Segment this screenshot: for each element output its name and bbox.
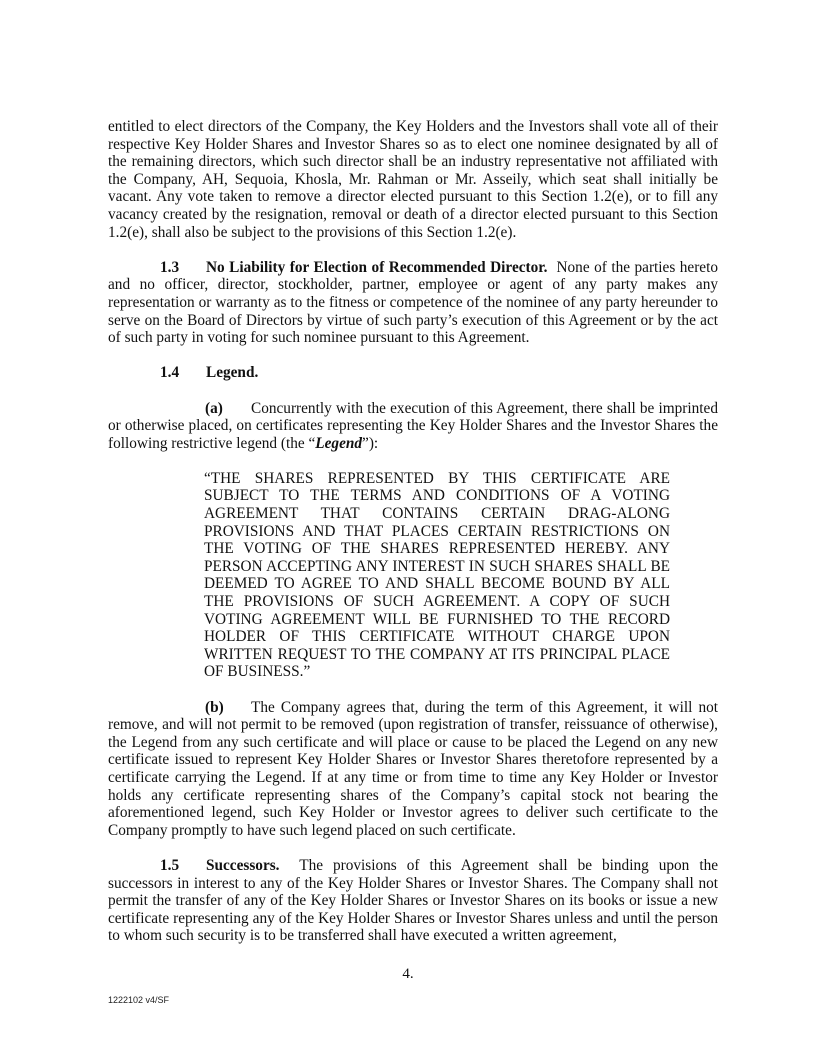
- restrictive-legend-text: “THE SHARES REPRESENTED BY THIS CERTIFICATE ARE SUBJECT TO THE TERMS AND CONDITIONS OF A VOTING AGREEMENT THAT CONTAINS CERTAIN DRAG-ALONG PROVISIONS AND THAT PLACES CERTAIN RESTRICTIONS ON THE VOTING OF THE SHARES REPRESENTED HEREBY. ANY PERSON ACCEPTING ANY INTEREST IN SUCH SHARES SHALL BE DEEMED TO AGREE TO AND SHALL BECOME BOUND BY ALL THE PROVISIONS OF SUCH AGREEMENT. A COPY OF SUCH VOTING AGREEMENT WILL BE FURNISHED TO THE RECORD HOLDER OF THIS CERTIFICATE WITHOUT CHARGE UPON WRITTEN REQUEST TO THE COMPANY AT ITS PRINCIPAL PLACE OF BUSINESS.”: [204, 469, 670, 681]
- section-body: None of the parties hereto and no officer, director, stockholder, partner, employee or agent of any party makes any representation or warranty as to the fitness or competence of the nominee of any party hereunder to serve on the Board of Directors by virtue of such party’s execution of this Agreement or by the act of such party in voting for such nominee pursuant to this Agreement.: [108, 258, 718, 347]
- section-1-4-heading: [108, 364, 718, 382]
- subsection-b: [108, 699, 718, 840]
- document-id: 1222102 v4/SF: [108, 995, 170, 1005]
- section-number: 1.5: [160, 856, 180, 874]
- page-number: 4.: [402, 966, 414, 982]
- subsection-number: (a): [205, 399, 223, 417]
- section-1-3: [108, 259, 718, 347]
- subsection-body-start: Concurrently with the execution of this Agreement, there shall be imprinted or otherwise placed, on certificates representing the Key Holder Shares and the Investor Shares the following restrictive legend (the “: [108, 399, 718, 452]
- section-number: 1.3: [160, 258, 180, 276]
- section-1-5: [108, 857, 718, 945]
- subsection-number: (b): [205, 698, 224, 716]
- subsection-a: [108, 400, 718, 453]
- section-number: 1.4: [160, 364, 180, 382]
- section-body: The provisions of this Agreement shall be binding upon the successors in interest to any of the Key Holder Shares or Investor Shares. The Company shall not permit the transfer of any of the Key Holder Shares or Investor Shares on its books or issue a new certificate representing any of the Key Holder Shares or Investor Shares unless and until the person to whom such security is to be transferred shall have executed a written agreement,: [108, 856, 719, 945]
- section-title: No Liability for Election of Recommended Director.: [206, 258, 548, 276]
- subsection-body-end: ”):: [362, 434, 379, 452]
- subsection-body: The Company agrees that, during the term of this Agreement, it will not remove, and will not permit to be removed (upon registration of transfer, reissuance of otherwise), the Legend from any such certificate and will place or cause to be placed the Legend on any new certificate issued to represent Key Holder Shares or Investor Shares theretofore represented by a certificate carrying the Legend. If at any time or from time to time any Key Holder or Investor holds any certificate representing shares of the Company’s capital stock not bearing the aforementioned legend, such Key Holder or Investor agrees to deliver such certificate to the Company promptly to have such legend placed on such certificate.: [108, 698, 718, 839]
- section-title: Legend.: [206, 364, 259, 382]
- document-page: [108, 118, 718, 945]
- defined-term: Legend: [315, 434, 363, 452]
- paragraph-continuation: entitled to elect directors of the Company, the Key Holders and the Investors shall vote all of their respective Key Holder Shares and Investor Shares so as to elect one nominee designated by all of the remaining directors, which such director shall be an industry representative not affiliated with the Company, AH, Sequoia, Khosla, Mr. Rahman or Mr. Asseily, which seat shall initially be vacant. Any vote taken to remove a director elected pursuant to this Section 1.2(e), or to fill any vacancy created by the resignation, removal or death of a director elected pursuant to this Section 1.2(e), shall also be subject to the provisions of this Section 1.2(e).: [108, 118, 718, 241]
- section-title: Successors.: [206, 856, 280, 874]
